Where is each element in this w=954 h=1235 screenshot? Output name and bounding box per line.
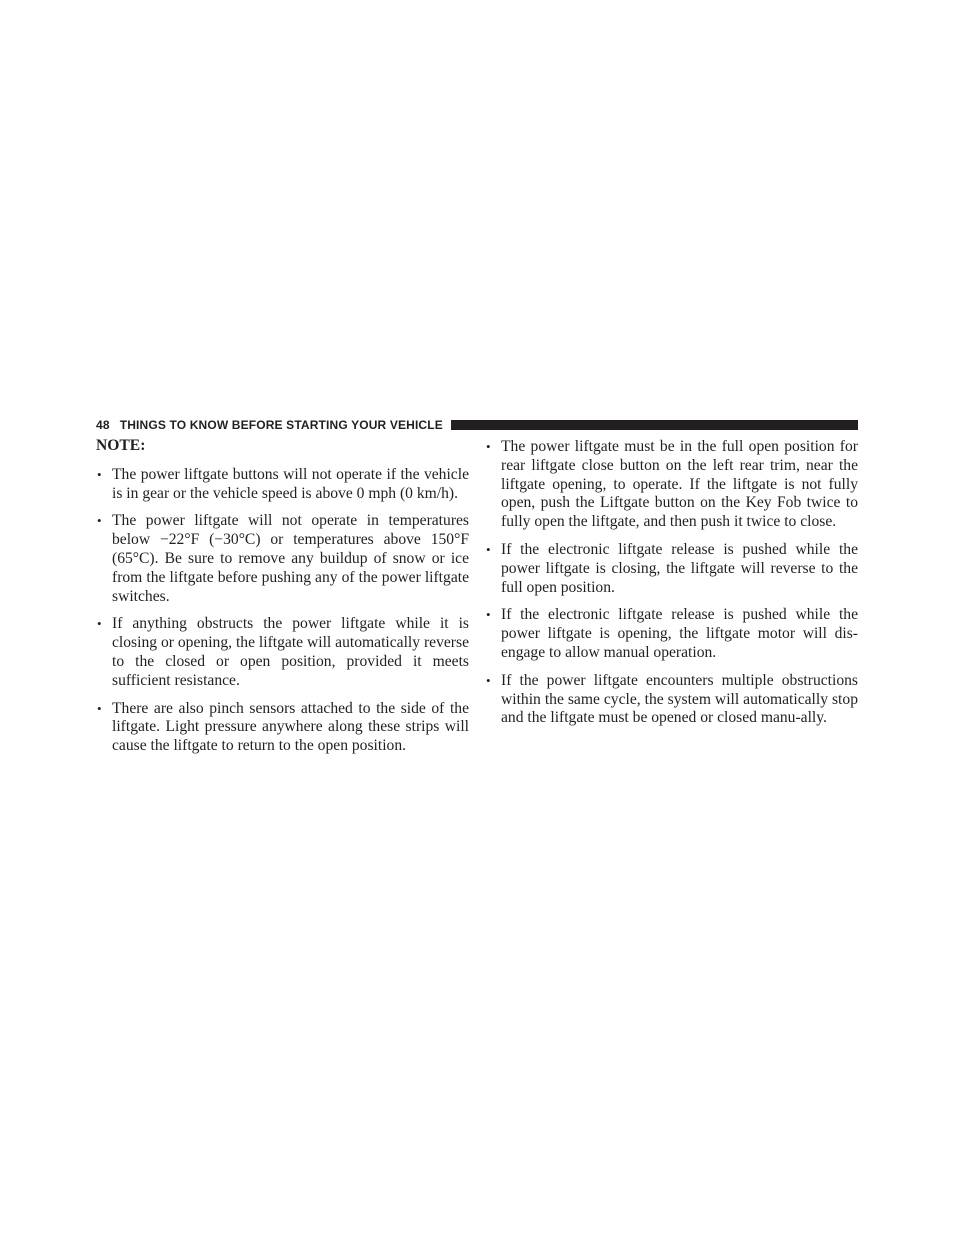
list-item — [96, 512, 469, 606]
list-item — [485, 672, 858, 728]
bullet-icon: • — [486, 541, 491, 557]
list-item — [485, 438, 858, 532]
list-item-text: The power liftgate will not operate in temperatures below −22°F (−30°C) or temperatures above 150°F (65°C). Be sure to remove any buildup of snow or ice from the liftgate before pushing any of the power liftgate switches. — [112, 512, 469, 605]
list-item-text: If anything obstructs the power liftgate while it is closing or opening, the liftgate will automatically reverse to the closed or open position, provided it meets sufficient resistance. — [112, 615, 469, 689]
list-item — [96, 615, 469, 690]
list-item-text: If the power liftgate encounters multiple obstructions within the same cycle, the system will automatically stop and the liftgate must be opened or closed manu-ally. — [501, 671, 858, 727]
list-item-text: The power liftgate must be in the full open position for rear liftgate close button on the left rear trim, near the liftgate opening, to operate. If the liftgate is not fully open, push the Liftgate button on the Key Fob twice to fully open the liftgate, and then push it twice to close. — [501, 438, 858, 531]
right-bullet-list — [485, 438, 858, 728]
list-item-text: There are also pinch sensors attached to the side of the liftgate. Light pressure anywhere along these strips will cause the liftgate to return to the open position. — [112, 699, 469, 755]
list-item-text: If the electronic liftgate release is pushed while the power liftgate is opening, the liftgate motor will dis-engage to allow manual operation. — [501, 606, 858, 661]
list-item — [96, 700, 469, 756]
list-item — [485, 606, 858, 662]
page-number: 48 — [96, 418, 110, 432]
page-header — [96, 416, 858, 434]
section-title: THINGS TO KNOW BEFORE STARTING YOUR VEHICLE — [119, 418, 443, 432]
header-rule — [451, 420, 858, 430]
note-label: NOTE: — [96, 437, 146, 454]
bullet-icon: • — [486, 672, 491, 688]
bullet-icon: • — [486, 439, 491, 454]
left-bullet-list — [96, 466, 469, 756]
list-item-text: If the electronic liftgate release is pushed while the power liftgate is closing, the liftgate will reverse to the full open position. — [501, 540, 858, 596]
bullet-icon: • — [97, 513, 102, 529]
bullet-icon: • — [97, 466, 102, 482]
left-column — [96, 437, 469, 765]
list-item — [96, 466, 469, 504]
list-item-text: The power liftgate buttons will not operate if the vehicle is in gear or the vehicle speed is above 0 mph (0 km/h). — [112, 465, 469, 502]
right-column — [485, 438, 858, 737]
bullet-icon: • — [97, 700, 102, 716]
bullet-icon: • — [486, 607, 491, 623]
list-item — [485, 541, 858, 597]
bullet-icon: • — [97, 616, 102, 632]
